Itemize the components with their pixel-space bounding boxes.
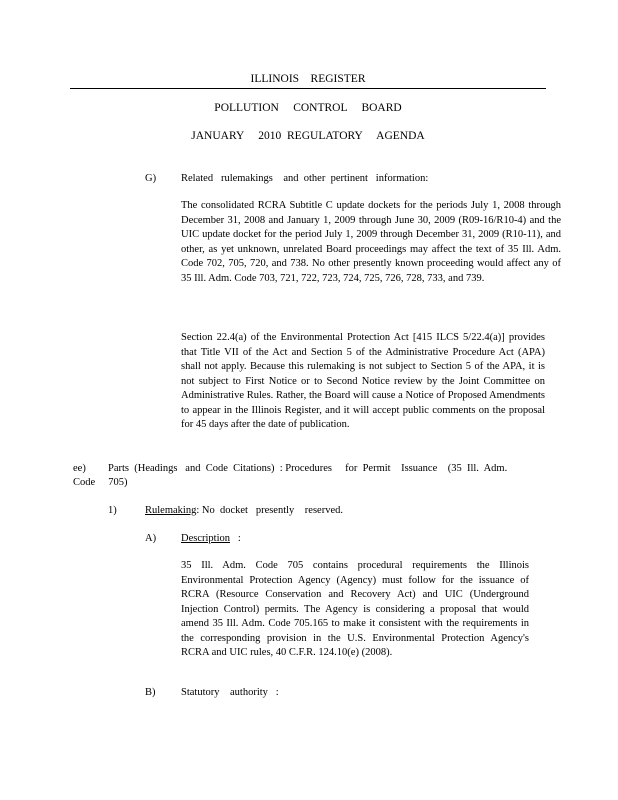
item-1-line: [145, 505, 343, 516]
rulemaking-text: : No docket presently reserved.: [196, 505, 343, 516]
section-g-paragraph-1: The consolidated RCRA Subtitle C update dockets for the periods July 1, 2008 through December 31, 2008 and January 1, 2009 through June 30, 2009 (R09-16/R10-4) and the UIC update docket for the period July 1, 2009 through December 31, 2009 (R10-11), and other, as yet unknown, unrelated Board proceedings may affect the text of 35 Ill. Adm. Code 702, 705, 720, and 738. No other presently known proceeding would affect any of 35 Ill. Adm. Code 703, 721, 722, 723, 724, 725, 726, 728, 733, and 739.: [181, 200, 561, 284]
item-a-paragraph: 35 Ill. Adm. Code 705 contains procedural requirements the Illinois Environmental Protection Agency (Agency) must follow for the issuance of RCRA (Resource Conservation and Recovery Act) and UIC (Underground Injection Control) permits. The Agency is considering a proposal that would amend 35 Ill. Adm. Code 705.165 to make it consistent with the requirements in the corresponding provision in the U.S. Environmental Protection Agency's RCRA and UIC rules, 40 C.F.R. 124.10(e) (2008).: [181, 560, 529, 658]
item-b-label: B): [145, 687, 156, 698]
section-ee-text: Parts (Headings and Code Citations) : Procedures for Permit Issuance (35 Ill. Adm.: [108, 463, 508, 474]
description-colon: :: [237, 533, 241, 544]
header-board: POLLUTION CONTROL BOARD: [214, 102, 402, 114]
description-title: Description: [181, 533, 230, 544]
section-g-paragraph-2: Section 22.4(a) of the Environmental Protection Act [415 ILCS 5/22.4(a)] provides that Title VII of the Act and Section 5 of the Administrative Procedure Act (APA) shall not apply. Because this rulemaking is not subject to Section 5 of the APA, it is not subject to First Notice or to Second Notice review by the Joint Committee on Administrative Rules. Rather, the Board will cause a Notice of Proposed Amendments to appear in the Illinois Register, and it will accept public comments on the proposal for 45 days after the date of publication.: [181, 332, 545, 430]
item-1-label: 1): [108, 505, 117, 516]
item-a-label: A): [145, 533, 157, 544]
header-rule: [70, 88, 546, 89]
section-g-label: G): [145, 173, 157, 184]
header-agenda: JANUARY 2010 REGULATORY AGENDA: [191, 130, 425, 142]
item-b-text: Statutory authority :: [181, 687, 279, 698]
header-register: ILLINOIS REGISTER: [250, 73, 366, 85]
rulemaking-title: Rulemaking: [145, 505, 197, 516]
section-ee-text-cont: Code 705): [73, 477, 128, 488]
section-g-heading: Related rulemakings and other pertinent information:: [181, 173, 429, 184]
section-ee-label: ee): [73, 463, 86, 474]
item-a-line: [181, 533, 241, 544]
